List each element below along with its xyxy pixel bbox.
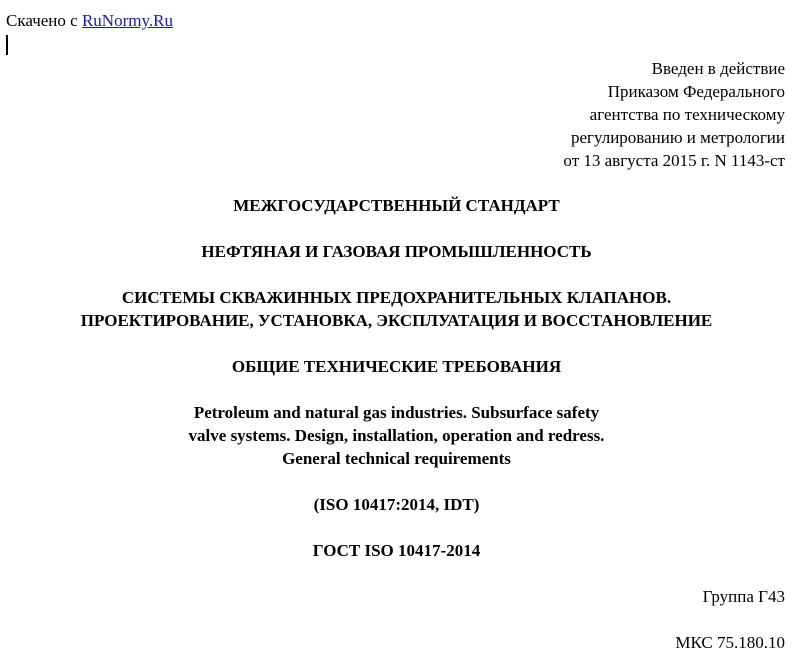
russian-title-line-1: СИСТЕМЫ СКВАЖИННЫХ ПРЕДОХРАНИТЕЛЬНЫХ КЛАПАНОВ. [121,288,672,307]
download-source-line [6,11,173,31]
gost-designation: ГОСТ ISO 10417-2014 [312,541,481,560]
approval-line: от 13 августа 2015 г. N 1143-ст [563,151,785,170]
english-title-line-3: General technical requirements [282,449,511,468]
approval-line: Приказом Федерального [607,82,785,101]
industry-heading: НЕФТЯНАЯ И ГАЗОВАЯ ПРОМЫШЛЕННОСТЬ [201,242,592,261]
classification-group: Группа Г43 [702,587,785,606]
english-title-line-2: valve systems. Design, installation, operation and redress. [188,426,605,445]
english-title-line-1: Petroleum and natural gas industries. Subsurface safety [193,403,600,422]
iso-reference: (ISO 10417:2014, IDT) [313,495,480,514]
approval-line: регулированию и метрологии [570,128,785,147]
approval-line: Введен в действие [651,59,785,78]
russian-subtitle: ОБЩИЕ ТЕХНИЧЕСКИЕ ТРЕБОВАНИЯ [231,357,562,376]
approval-block [563,57,785,172]
runormy-link[interactable]: RuNormy.Ru [81,11,173,30]
text-cursor [6,35,8,55]
standard-type-heading: МЕЖГОСУДАРСТВЕННЫЙ СТАНДАРТ [233,196,560,215]
download-source-prefix: Скачено с [6,11,78,30]
classification-mks: МКС 75.180.10 [675,633,785,652]
russian-title-line-2: ПРОЕКТИРОВАНИЕ, УСТАНОВКА, ЭКСПЛУАТАЦИЯ И ВОССТАНОВЛЕНИЕ [80,311,713,330]
approval-line: агентства по техническому [589,105,785,124]
